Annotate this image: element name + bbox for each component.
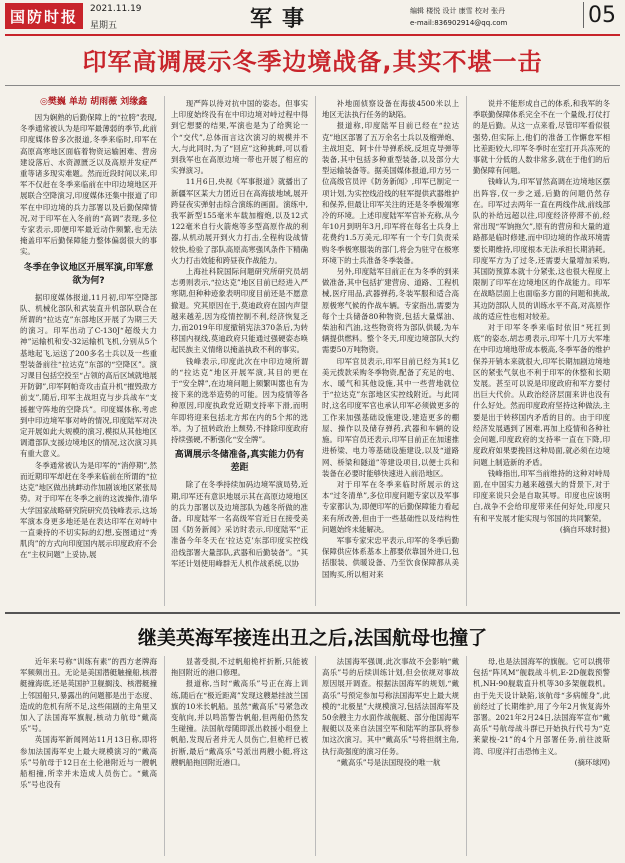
article1-column-1 [20,112,157,605]
subheading: 冬季在争议地区开展军演,印军意欲为何? [23,262,154,286]
paragraph: 法国海军强调,此次事故不会影响“戴高乐”号的后续训练计划,但会依规对事故原因展开调查。根据法国海军的规划,“戴高乐”号预定参加号称法国海军史上最大规模的“北极星”大规模演习,包括法国海军及50余艘主力水面作战舰艇、部分他国海军舰艇以及来自法国空军和陆军的部队将参加这次演习。其中“戴高乐”号将担纲主角,执行高强度的演习任务。 [322,657,459,756]
column-divider [315,96,316,606]
paragraph: 现严阵以待对抗中国的姿态。但事实上印度始终没有在中印边境对峙过程中得到它想要的结果,军演也是为了给舆论一个“交代”,总体而言这次演习的规模并不大,与此同时,为了“回应”这种挑衅,可以看到我军也在高原边境一带也开展了相应的实弹演习。 [171,99,308,176]
column-divider [164,656,165,856]
article1-column-2 [171,98,308,605]
paragraph: 显著受损,不过帆船桅杆折断,只能被拖回附近的港口修理。 [171,657,308,678]
masthead [0,0,625,36]
column-divider [315,656,316,856]
paragraph: 报道称,印度陆军目前已经在“拉达克”地区部署了五万余名士兵以及榴弹炮、主战坦克、阿卡什导弹系统,反坦克导弹等装备,其中包括多种重型装备,以及部分大型运输装备等。据美国媒体报道,印方另一位高级官员评《防务新闻》,印军已制定一项计划,为实控线沿线的驻军提供武器维护和保养,但最让印军关注的还是冬季极端寒冷的环境。上述印度陆军军官补充称,从今年10月到明年3月,印军将在每名士兵身上花费约1.5万美元,印军有一个专门负责采购冬季极寒服装的部门,将会为驻守在极寒环境下的士兵准备冬季装备。 [322,121,459,265]
article1-column-3 [322,98,459,605]
paragraph: 报道称,当时“戴高乐”号正在海上训练,随后在“极近距离”发现这艘悬挂波兰国旗的10米长帆船。虽然“戴高乐”号紧急改变航向,并以鸣笛警告帆船,但两船仍然发生碰撞。法国航母随即派出救援小组登上帆船,发现后者并无人员伤亡,但桅杆已被折断,最后“戴高乐”号派出两艘小艇,将这艘帆船拖回附近港口。 [171,679,308,767]
paragraph: 补地面侦察设备在海拔4500米以上地区无法执行任务的缺陷。 [322,99,459,120]
article2-column-3 [322,656,459,856]
paragraph: 说并不能形成自己的体系,和我军的冬季联勤保障体系完全不在一个量级,打仗打的是后勤。从这一点来看,尽管印军看似很强势,但实际上,他们的准备工作懈怠军相比差距较大,印军冬季时在室打开兵冻死的事就十分低的人数非常多,就在于他们的后勤保障有问题。 [473,99,610,176]
article1-headline: 印军高调展示冬季边境战备,其实不堪一击 [82,48,543,76]
paragraph: 近年来号称“训练有素”的西方老牌海军频频出丑。无论是美国潜艇触撞船,核潜艇撞海底,还是英国护卫舰搁浅、核潜艇撞上邻国船只,暴露出的问题都是出于态度、造成的危机有所不足,这些闹剧的主角里又加入了法国海军旗舰,核动力航母“戴高乐”号。 [20,657,157,734]
article1-source: (摘自环球时报) [559,524,610,534]
page-number: 05 [583,2,620,28]
paragraph: 印军官员表示,印军目前已经为其1亿美元拨款采购冬季物资,配备了充足的电、水、暖气和其他设施,其中一些营地就位于“拉达克”东部地区实控线附近。与此同时,这名印度军官也承认印军必须做更多的工作来加强基础设施建设,建造更多的棚屋、操作以及储存弹药,武器和车辆的设施。印军官员还表示,印军目前正在加速推进桥梁、电力等基础设施建设,以及“道路网、桥梁和隧道”等建设项目,以便士兵和装备在必要时能够快速进入前沿地区。 [322,356,459,478]
headline-rule [5,85,620,86]
issue-date: 2021.11.19 [90,4,142,14]
column-divider [164,96,165,606]
editors-email: e-mail:836902914@qq.com [410,19,508,27]
article2-column-4 [473,656,610,856]
masthead-rule [5,34,620,36]
paragraph: 因为娴熟的后勤保障上的“拉胯”表现,冬季通常被认为是印军最薄弱的季节,此前印度媒体曾多次报道,冬季来临时,印军在高原高寒地区面临着物资运输困难、营房建设落后、水资源匮乏以及高原并发症严重等诸多现实难题。然而近段时间以来,印军不仅赶在冬季来临前在中印边境地区开展联合空降演习,印度媒体还集中报道了印军在中印边境的兵力部署以及后勤保障情况,对于印军在入冬前的“高调”表现,多位专家表示,即便印军最近动作频繁,也无法掩盖印军后勤保障能力整体偏弱很大的事实。 [20,113,157,257]
paragraph: 母,也是法国海军的旗舰。它可以携带包括“阵风M”舰载战斗机,E-2D舰载预警机,NH-90舰载直升机等30多架舰载机。由于先天设计缺陷,该航母“多病缠身”,此前经过了长期维护,用了今年2月恢复海外部署。2021年2月24日,法国海军宣布“戴高乐”号航母战斗群已开始执行代号为“克莱蒙梭-21”的4个月部署任务,前往波斯湾、印度洋打击恐怖主义。 [473,657,610,756]
paragraph: 英国海军新闻网站11月13日称,即将参加法国海军史上最大规模演习的“戴高乐”号航母于12日在土伦港附近与一艘帆船相撞,所幸并未造成人员伤亡。“戴高乐”号也没有 [20,735,157,790]
article2-column-1 [20,656,157,856]
column-divider [466,656,467,856]
section-title: 军事 [250,6,315,32]
paragraph: “戴高乐”号是法国现役的唯一航 [336,757,441,767]
article1-column-4 [473,98,610,605]
paragraph: 钱峰表示,印度此次在中印边境所谓的“拉达克”地区开展军演,其目的更在于“安全牌”,在边境问题上频繁叫嚣也有为接下来的选举造势的可能。因为疫情等各种原因,印度执政党近期支持率下滑,而明年即将迎来包括北方邦在内的5个邦的选举。为了扭转政治上颓势,不排除印度政府持续强硬,不断强化“安全牌”。 [171,356,308,445]
paragraph: 对于印军在冬季来临时所展示的这本“过冬清单”,多位印度问题专家以及军事专家都认为,即便印军的后勤保障能力看起来有所改善,但由于一些基础性以及结构性问题始终未能解决。 [322,479,459,534]
article2-headline: 继美英海军接连出丑之后,法国航母也撞了 [137,627,488,649]
paragraph: 据印度媒体报道,11月初,印军空降部队、机械化部队和武装直升机部队联合在所谓的“拉达克”东部地区开展了为期三天的演习。印军出动了C-130J“超级大力神”运输机和安-32运输机飞机,分别从5个基地起飞,运送了200多名士兵以及一些重型装备前往“拉达克”东部的“空降区”。演习课目包括空投至“占领的高后区域就地展开防御”,印军阿帕奇攻击直升机“摧毁敌方前支”,随后,印军主战坦克与步兵战车“支援摧守阵地的空降兵”。印度媒体称,考虑到中印边境军事对峙的情况,印度陆军对决定开展如此大规模的演习,模拟从其他地区调遣部队支援边境地区的情况,这次演习具有重大意义。 [20,292,157,459]
article1-byline: ◎樊巍 单劫 胡雨薇 刘缘鑫 [40,97,148,107]
article2-column-2 [171,656,308,856]
column-divider [466,96,467,606]
paragraph: 军事专家宋忠平表示,印军的冬季后勤保障供应体系基本上都要依靠国外进口,包括服装、供暖设备、乃至饮食保障都从美国购买,所以相对来 [322,535,459,579]
newspaper-logo: 国防时报 [5,3,83,29]
paragraph: 上海社科院国际问题研究所研究员胡志勇则表示,“拉达克”地区目前已经进入严寒期,但种种迹象表明印度目前还是不愿意撤退。究其原因在于,莫迪政府在国内声望越来越差,因为疫情控制不利,经济恢复乏力,而2019年印度撤销宪法370条后,为转移国内视线,莫迪政府只能通过强硬姿态唤起民族主义情绪以掩盖执政不利的事实。 [171,267,308,355]
paragraph: 冬季通常被认为是印军的“消停期”,然而近期印军却赶在冬季来临前在所谓的“拉达克”地区做出挑衅动作加剧该地区紧张局势。对于印军在冬季之前的这波操作,清华大学国家战略研究院研究员钱峰表示,这场军演本身更多地还是在表达印军在对峙中一直秉持的不切实际的幻想,妄图通过“秀肌肉”的方式向印度国内展示印度政府不会在“主权问题”上妥协,展 [20,460,157,560]
article-divider [5,612,620,614]
subheading: 高调展示冬储准备,真实能力仍有差距 [174,450,305,474]
paragraph: 除了在冬季持续加码边境军演局势,近期,印军还有意识地展示其在高原边境地区的兵力部署以及边境部队为越冬所做的准备。印度陆军一名高级军官近日在接受美国《防务新闻》采访时表示,印度陆军“正准备今年冬天在‘拉达克’东部印度实控线沿线部署大量部队,武器和后勤装备”。“其军还计划使用峰群无人机作战系统,以协 [171,480,308,568]
article2-source: (摘环球网) [574,757,610,767]
paragraph: 对于印军冬季来临时依旧“死扛到底”的姿态,胡志勇表示,印军十几万大军堆在中印边境地带成本极高,冬季军备的维护保养开销本来就很大,印军长期加剧边境地区的紧张气氛也不利于印军的休整和长期发展。甚至可以说是印度政府和军方要付出巨大代价。从政治经济层面来讲也没有什么好处。然而印度政府坚持这种做法,主要是出于转移国内矛盾的目的。由于印度经济发展遇到了困难,再加上疫情和各种社会问题,印度政府的支持率一直在下降,印度政府如果要挽回这种局面,就必须在边境问题上制造新的矛盾。 [473,323,610,467]
paragraph: 11月6日,央视《军事报道》就播出了新疆军区某大力团近日在高海拔地域,展开跨昼夜实弹射击综合演练的画面。演练中,我军新型155毫米车载加榴炮,以及12式122毫米自行火箭炮等多型高原作战的利器,从机动展开到火力打击,全程构设战情较快,检验了部队高原高寒强风条件下精确火力打击效能和跨昼夜作战能力。 [171,177,308,265]
paragraph: 钱峰指出,印军当前维持的这种对峙局面,在中国实力越来越强大的背景下,对于印度来说只会是自取其辱。印度也应该明白,战争不会给印度带来任何好处,印度只有和平发展才能实现与邻国的共同繁荣。 [473,468,610,523]
issue-weekday: 星期五 [90,21,118,31]
paragraph: 钱峰认为,印军冒然高调在边境地区摆出阵容,仅一步之遥,后勤的问题仍然存在。印军过去两年一直在两线作战,前线部队的补给远超以往,印度经济停滞不前,经常出现“军饷拖欠”,原有的营房和大量的道路都是临时修建,而中印边境的作战环境需要长期维持,印度根本无法承担长期消耗。印度军方为了过冬,还需要大量增加采购,其国防预算本就十分紧张,这也很大程度上限制了印军在边境地区的作战能力。印军在战略层面上也面临多方面的问题和挑战,其边防部队人员的训练水平不高,对高原作战的适应性也相对较差。 [473,177,610,321]
editors-credit: 编辑 楼悦 设计 康雪 校对 张丹 [410,7,506,15]
paragraph: 另外,印度陆军目前正在为冬季的到来做准备,其中包括扩建营房、道路、工程机械,医疗用品,武器弹药,冬装军服和适合高原极寒气候的作战车辆。专家指出,需要为每个士兵储备80种物资,包括大量煤油、柴油和汽油,这些物资将为部队供暖,为车辆提供燃料。整个冬天,印度边境部队大约需要50万吨物资。 [322,267,459,355]
